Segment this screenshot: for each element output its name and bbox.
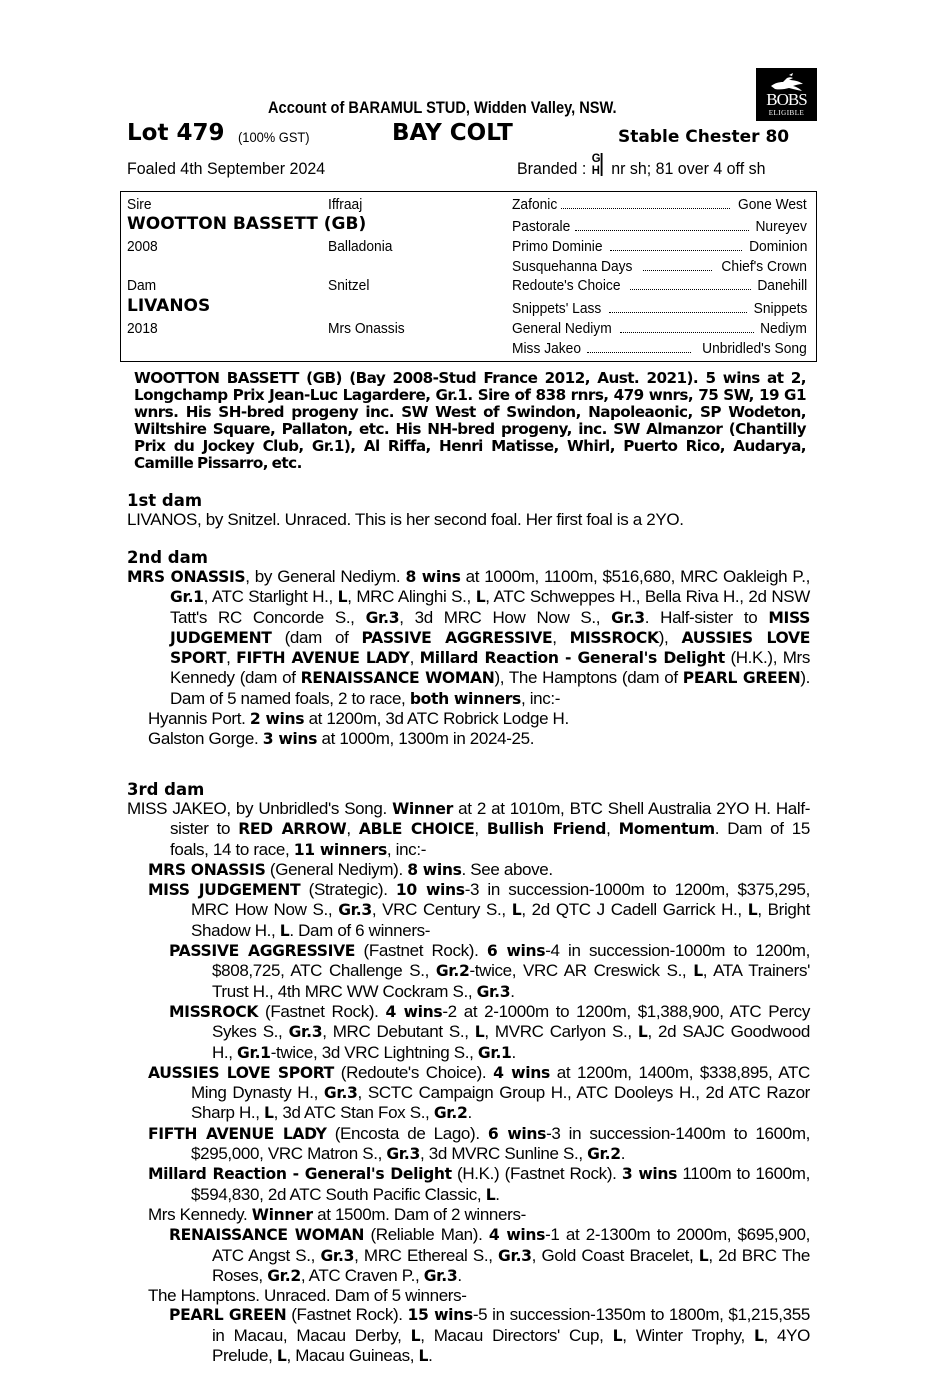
text: at 2 at 1010m, BTC Shell Australia 2YO H. Half-sister to [170, 799, 810, 839]
text: ), The Hamptons (dam of [494, 668, 683, 688]
wins-count: 8 wins [405, 568, 461, 586]
third-dam-record [127, 799, 810, 860]
vendor-account: Account of BARAMUL STUD, Widden Valley, NSW. [268, 98, 617, 117]
race-grade: Gr.3 [423, 1266, 458, 1285]
ancestor-right: Nureyev [755, 218, 807, 235]
first-dam-title: 1st dam [127, 491, 203, 510]
text: -twice, 3d VRC Lightning S., [270, 1042, 478, 1062]
ancestor-row [512, 276, 807, 294]
ancestor-right: Danehill [757, 277, 807, 294]
text: at 1200m, 3d ATC Robrick Lodge H. [304, 709, 569, 729]
text: , 4YO Prelude, [212, 1325, 811, 1366]
text: -4 in succession-1000m to 1200m, $808,725, ATC Challenge S., [212, 941, 810, 981]
sire-dam: Balladonia [328, 238, 393, 255]
leader-dots [643, 270, 712, 271]
relative-name: FIFTH AVENUE LADY [236, 649, 410, 668]
text: , Bright Shadow H., [191, 900, 810, 940]
progeny-entry [127, 1063, 810, 1124]
text: , ATC Schweppes H., Bella Riva H., 2d NSW Tatt's RC Concorde S., [170, 587, 810, 627]
progeny-name: Mrs Kennedy. [148, 1204, 252, 1224]
relative-name: PEARL GREEN [682, 669, 801, 688]
wins-count: 3 wins [262, 730, 318, 749]
lot-number: Lot 479 [127, 120, 225, 146]
text: , ATC Starlight H., [203, 587, 338, 607]
race-grade: Gr.3 [498, 1246, 532, 1265]
dam-sire: Snitzel [328, 277, 370, 294]
brand-details: nr sh; 81 over 4 off sh [611, 159, 766, 178]
text: , [474, 819, 487, 839]
progeny-name: PEARL GREEN [169, 1306, 287, 1325]
stable-location: Stable Chester 80 [618, 127, 790, 147]
sire-summary: WOOTTON BASSETT (GB) (Bay 2008-Stud France 2012, Aust. 2021). 5 wins at 2, Longchamp Prix Jean-Luc Lagardere, Gr.1. Sire of 838 rnrs, 479 wnrs, 75 SW, 19 G1 wnrs. His SH-bred progeny inc. SW West of Swindon, Napoleaonic, SP Wodeton, Wiltshire Square, Pallaton, etc. His NH-bred progeny, inc. SW Almanzor (Chantilly Prix du Jockey Club, Gr.1), Al Riffa, Henri Matisse, Whirl, Puerto Rico, Audarya, Camille Pissarro, etc. [134, 369, 806, 472]
race-grade: Gr.3 [323, 1084, 358, 1103]
wins-count: 2 wins [249, 710, 305, 729]
progeny-entry [127, 880, 810, 941]
race-grade: L [276, 1347, 287, 1366]
ancestor-left: Primo Dominie [512, 238, 603, 255]
text: , 2d BRC The Roses, [212, 1245, 810, 1285]
race-grade: Gr.3 [476, 982, 511, 1001]
ancestor-left: Miss Jakeo [512, 340, 582, 357]
relative-name: ABLE CHOICE [358, 820, 475, 839]
race-grade: Gr.1 [477, 1043, 512, 1062]
relative-name: RENAISSANCE WOMAN [300, 669, 495, 688]
race-grade: L [410, 1326, 421, 1345]
text: , 3d MVRC Sunline S., [420, 1144, 588, 1164]
wins-count: 4 wins [385, 1002, 443, 1021]
text: . Dam of 15 foals, 14 to race, [170, 819, 810, 859]
relative-name: PASSIVE AGGRESSIVE [361, 628, 553, 647]
ancestor-left: Snippets' Lass [512, 300, 602, 317]
wins-count: 15 wins [407, 1306, 473, 1325]
text: -2 at 2-1000m to 1200m, $1,388,900, ATC Percy Sykes S., [212, 1001, 810, 1042]
text: , MRC Alinghi S., [347, 587, 476, 607]
text: , MVRC Carlyon S., [484, 1022, 638, 1042]
ancestor-row [512, 195, 807, 213]
wins-count: 10 wins [395, 881, 465, 900]
progeny-name: MRS ONASSIS [148, 860, 266, 879]
text: (Strategic). [300, 880, 396, 900]
text: , 3d MRC How Now S., [399, 607, 612, 627]
race-grade: L [474, 1023, 485, 1042]
wins-count: 6 wins [487, 1124, 547, 1143]
brand-bottom-letter: H [591, 163, 600, 177]
race-grade: L [698, 1246, 709, 1265]
wins-count: 3 wins [621, 1165, 678, 1184]
sire-label: Sire [127, 196, 152, 213]
text: -5 in succession-1350m to 1800m, $1,215,355 in Macau, Macau Derby, [212, 1305, 810, 1345]
sire-name: WOOTTON BASSETT (GB) [127, 214, 367, 234]
ancestor-row [512, 319, 807, 337]
wins-count: 8 wins [407, 860, 462, 879]
relative-name: Millard Reaction - General's Delight [419, 649, 725, 668]
race-grade: L [279, 921, 290, 940]
progeny-name: FIFTH AVENUE LADY [148, 1124, 327, 1143]
leader-dots [587, 352, 691, 353]
text: 1100m to 1600m, $594,830, 2d ATC South Pacific Classic, [191, 1164, 810, 1204]
relative-name: both winners [409, 689, 521, 708]
text: , ATA Trainers' Trust H., 4th MRC WW Cockram S., [212, 961, 811, 1001]
relative-name: Bullish Friend [486, 820, 607, 839]
sire-sire: Iffraaj [328, 196, 363, 213]
race-grade: Gr.2 [433, 1104, 468, 1123]
relative-name: AUSSIES LOVE SPORT [170, 628, 810, 668]
progeny-name: Hyannis Port. [148, 709, 250, 729]
progeny-entry [127, 1124, 810, 1165]
text: , [409, 648, 420, 668]
relative-name: MISSROCK [569, 628, 659, 647]
sire-year: 2008 [127, 238, 158, 255]
text: (dam of [271, 627, 362, 647]
gst-note: (100% GST) [238, 129, 310, 145]
foaled-date: Foaled 4th September 2024 [127, 159, 326, 178]
ancestor-right: Dominion [748, 238, 807, 255]
text: , [346, 819, 359, 839]
text: -twice, VRC AR Creswick S., [469, 961, 694, 981]
text: , Macau Guineas, [286, 1346, 419, 1366]
progeny-entry [127, 1205, 810, 1225]
text: , ATC Craven P., [300, 1265, 424, 1285]
text: , 2d QTC J Cadell Garrick H., [521, 900, 748, 920]
race-grade: Gr.1 [170, 588, 204, 607]
text: . [467, 1103, 472, 1123]
text: . [457, 1265, 462, 1285]
text: , inc:- [386, 839, 427, 859]
text: . Dam of 6 winners- [289, 920, 431, 940]
wins-count: 4 wins [488, 1226, 546, 1245]
ancestor-right: Gone West [738, 196, 807, 213]
relative-name: MISS JUDGEMENT [170, 608, 811, 647]
logo-eligible-text: ELIGIBLE [768, 109, 805, 117]
progeny-name: MISSROCK [169, 1002, 259, 1021]
race-grade: L [337, 588, 348, 607]
relative-name: 11 winners [293, 840, 387, 859]
text: , Winter Trophy, [622, 1325, 754, 1345]
wins-count: 6 wins [486, 942, 546, 961]
text: . [495, 1184, 500, 1204]
text: , [606, 819, 619, 839]
text: . See above. [461, 859, 553, 879]
race-grade: Gr.2 [267, 1266, 301, 1285]
progeny-entry [127, 1164, 810, 1205]
text: , SCTC Campaign Group H., ATC Dooleys H., 2d ATC Razor Sharp H., [191, 1083, 810, 1123]
race-grade: L [264, 1104, 274, 1123]
race-grade: L [637, 1023, 648, 1042]
third-dam-section [127, 780, 810, 1366]
ancestor-right: Chief's Crown [721, 258, 807, 275]
race-grade: L [612, 1326, 623, 1345]
text: at 1000m, 1100m, $516,680, MRC Oakleigh P., [460, 567, 810, 586]
race-grade: L [693, 962, 703, 981]
progeny-name: RENAISSANCE WOMAN [169, 1226, 365, 1245]
text: , [226, 648, 237, 668]
text: , MRC Ethereal S., [354, 1245, 499, 1265]
bobs-eligible-logo [756, 68, 817, 121]
horse-description: BAY COLT [392, 120, 513, 146]
text: (H.K.), Mrs Kennedy (dam of [170, 648, 811, 688]
logo-bobs-text: BOBS [766, 90, 807, 109]
second-dam-title: 2nd dam [127, 548, 208, 567]
text: , 2d SAJC Goodwood H., [212, 1022, 810, 1062]
text: at 1200m, 1400m, $338,895, ATC Ming Dynasty H., [191, 1062, 810, 1103]
text: (Reliable Man). [364, 1225, 489, 1245]
ancestor-left: Zafonic [512, 196, 558, 213]
leader-dots [620, 332, 754, 333]
brand-bar [601, 153, 602, 176]
ancestor-left: General Nediym [512, 320, 612, 337]
progeny-entry [127, 1225, 810, 1286]
race-grade: Gr.3 [611, 608, 645, 627]
text: (Fastnet Rock). [286, 1305, 408, 1325]
dam-year: 2018 [127, 320, 158, 337]
race-grade: Gr.3 [365, 608, 400, 627]
ancestor-right: Snippets [753, 300, 807, 317]
ancestor-row [512, 299, 807, 317]
text: , [552, 627, 570, 647]
branded-label: Branded : [517, 159, 587, 178]
leader-dots [575, 230, 749, 231]
brand-mark-icon [591, 151, 605, 177]
text: , inc:- [520, 688, 561, 708]
text: -1 at 2-1300m to 2000m, $695,900, ATC Angst S., [212, 1225, 810, 1265]
progeny-name: The Hamptons. Unraced. Dam of 5 winners- [148, 1286, 467, 1306]
ancestor-row [512, 339, 807, 357]
second-dam-record [127, 567, 810, 709]
text: (Redoute's Choice). [333, 1062, 494, 1082]
dam-name: LIVANOS [127, 296, 211, 316]
ancestor-row [512, 217, 807, 235]
brand-top-letter: G [591, 151, 601, 165]
text: (H.K.) (Fastnet Rock). [451, 1164, 622, 1184]
race-grade: Gr.3 [288, 1023, 323, 1042]
progeny-entry [127, 1286, 810, 1305]
text: (Fastnet Rock). [258, 1001, 386, 1021]
progeny-name: AUSSIES LOVE SPORT [148, 1063, 334, 1082]
text: , VRC Century S., [371, 900, 512, 920]
first-dam-section [127, 491, 810, 529]
text: MISS JAKEO, by Unbridled's Song. [127, 799, 393, 818]
dam-dam: Mrs Onassis [328, 320, 405, 337]
race-grade: Gr.3 [386, 1145, 420, 1164]
leader-dots [610, 250, 741, 251]
text: ). Dam of 5 named foals, 2 to race, [170, 668, 810, 708]
leader-dots [561, 208, 730, 209]
ancestor-left: Susquehanna Days [512, 258, 633, 275]
progeny-name: Galston Gorge. [148, 729, 263, 749]
text: -3 in succession-1400m to 1600m, $295,000, VRC Matron S., [191, 1123, 810, 1164]
ancestor-right: Unbridled's Song [702, 340, 807, 357]
lot-header [127, 120, 817, 150]
dam-label: Dam [127, 277, 157, 294]
progeny-name: Millard Reaction - General's Delight [148, 1165, 452, 1184]
race-grade: L [753, 1326, 764, 1345]
text: (Fastnet Rock). [355, 941, 487, 961]
text: , 3d ATC Stan Fox S., [273, 1103, 434, 1123]
race-grade: L [485, 1185, 496, 1204]
progeny-entry [127, 1305, 810, 1366]
text: at 1500m. Dam of 2 winners- [312, 1204, 526, 1224]
wins-count: Winner [392, 800, 453, 818]
progeny-entry [127, 941, 810, 1002]
relative-name: Momentum [618, 820, 715, 839]
ancestor-row [512, 257, 807, 275]
text: , Gold Coast Bracelet, [531, 1245, 699, 1265]
leader-dots [630, 289, 751, 290]
text: . [510, 981, 515, 1001]
text: . [620, 1144, 626, 1164]
ancestor-left: Redoute's Choice [512, 277, 621, 294]
dam-name: MRS ONASSIS [127, 568, 246, 586]
progeny-name: MISS JUDGEMENT [148, 881, 301, 900]
race-grade: Gr.3 [338, 901, 372, 920]
text: at 1000m, 1300m in 2024-25. [317, 729, 535, 749]
text: , by General Nediym. [245, 567, 406, 586]
race-grade: L [511, 901, 522, 920]
progeny-entry [127, 709, 810, 729]
ancestor-row [512, 237, 807, 255]
progeny-entry [127, 1002, 810, 1063]
text: . Half-sister to [644, 607, 769, 627]
brand-info [517, 151, 766, 179]
ancestor-right: Nediym [760, 320, 807, 337]
text: (Encosta de Lago). [326, 1123, 488, 1143]
race-grade: Gr.1 [237, 1043, 271, 1062]
race-grade: L [475, 588, 486, 607]
text: -3 in succession-1000m to 1200m, $375,295, MRC How Now S., [191, 880, 810, 920]
wins-count: 4 wins [493, 1063, 550, 1082]
wins-count: Winner [251, 1205, 313, 1224]
ancestor-left: Pastorale [512, 218, 571, 235]
race-grade: Gr.3 [320, 1246, 355, 1265]
text: (General Nediym). [265, 859, 408, 879]
text: , Macau Directors' Cup, [420, 1325, 613, 1345]
relative-name: RED ARROW [238, 820, 347, 839]
race-grade: L [747, 901, 758, 920]
text: . [511, 1042, 516, 1062]
race-grade: L [418, 1347, 429, 1366]
first-dam-text: LIVANOS, by Snitzel. Unraced. This is her second foal. Her first foal is a 2YO. [127, 510, 684, 529]
text: , MRC Debutant S., [322, 1022, 475, 1042]
progeny-entry [127, 729, 810, 749]
progeny-name: PASSIVE AGGRESSIVE [169, 942, 356, 961]
race-grade: Gr.2 [435, 962, 470, 981]
pedigree-table [120, 191, 817, 362]
second-dam-section [127, 548, 810, 750]
third-dam-title: 3rd dam [127, 780, 205, 799]
text: . [428, 1346, 433, 1366]
race-grade: Gr.2 [587, 1145, 621, 1164]
leader-dots [609, 312, 747, 313]
text: ), [658, 627, 682, 647]
progeny-entry [127, 860, 810, 880]
